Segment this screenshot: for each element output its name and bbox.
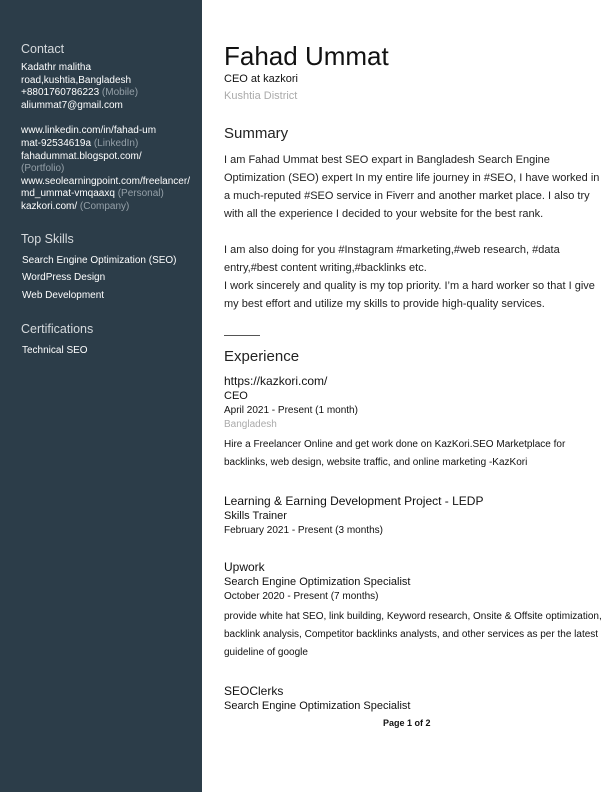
job-location: Bangladesh: [224, 419, 277, 430]
summary-paragraph: I work sincerely and quality is my top priority. I’m a hard worker so that I give my best effort and utilize my skills to provide high-quality services.: [224, 280, 595, 310]
experience-item: [224, 374, 602, 472]
job-dates: October 2020 - Present (7 months): [224, 591, 379, 602]
experience-item: [224, 494, 602, 538]
skill-item: Search Engine Optimization (SEO): [22, 254, 177, 266]
certifications-heading: Certifications: [21, 322, 94, 337]
link-url[interactable]: fahadummat.blogspot.com/: [21, 150, 142, 162]
contact-heading: Contact: [21, 42, 65, 56]
job-title: Skills Trainer: [224, 510, 287, 522]
experience-item: [224, 560, 602, 662]
skill-item: Web Development: [22, 289, 105, 301]
link-url[interactable]: www.seolearningpoint.com/freelancer/md_ummat-vmqaaxq: [21, 175, 190, 200]
link-url[interactable]: kazkori.com/: [21, 200, 78, 212]
company-link[interactable]: [21, 201, 194, 214]
skill-item: WordPress Design: [22, 272, 106, 284]
job-description: Hire a Freelancer Online and get work done on KazKori.SEO Marketplace for backlinks, web design, website traffic, and online marketing -KazKori: [224, 439, 566, 468]
page-number: Page 1 of 2: [383, 718, 431, 728]
job-dates: April 2021 - Present (1 month): [224, 405, 358, 416]
summary-paragraph: I am also doing for you #Instagram #marketing,#web research, #data entry,#best content writing,#backlinks etc.: [224, 244, 560, 274]
main-content: [224, 41, 602, 739]
location: Kushtia District: [224, 90, 298, 102]
link-label: (LinkedIn): [93, 137, 139, 149]
company-name: SEOClerks: [224, 684, 284, 698]
experience-heading: Experience: [224, 348, 300, 365]
personal-link[interactable]: [21, 176, 191, 201]
cert-item: Technical SEO: [22, 345, 88, 357]
job-title: CEO: [224, 390, 248, 402]
company-name: Upwork: [224, 560, 265, 574]
summary-paragraph: I am Fahad Ummat best SEO expart in Bangladesh Search Engine Optimization (SEO) expert In my entire life journey in #SEO, I have worked in a much-reputed #SEO service in Fiverr and another market place. I also try with all the experience I decided to your website for the best rank.: [224, 154, 600, 220]
skills-heading: Top Skills: [21, 231, 74, 246]
phone-label: (Mobile): [101, 87, 139, 99]
link-label: (Company): [79, 200, 130, 212]
divider: [224, 335, 260, 336]
job-dates: February 2021 - Present (3 months): [224, 525, 383, 536]
sidebar: [0, 0, 202, 792]
summary-heading: Summary: [224, 125, 289, 142]
linkedin-link[interactable]: [21, 125, 161, 150]
job-description: provide white hat SEO, link building, Keyword research, Onsite & Offsite optimization, backlink analysis, Competitor backlinks analysts, and other services as per the latest guideline of google: [224, 611, 602, 658]
job-title: Search Engine Optimization Specialist: [224, 700, 411, 712]
portfolio-link[interactable]: [21, 151, 161, 176]
company-name: Learning & Earning Development Project - LEDP: [224, 494, 484, 508]
address: Kadathr malitha road,kushtia,Bangladesh: [21, 62, 132, 86]
experience-item: [224, 684, 602, 714]
headline: CEO at kazkori: [224, 73, 298, 85]
phone-number: +8801760786223: [21, 87, 100, 99]
link-label: (Portfolio): [21, 163, 65, 175]
link-label: (Personal): [117, 188, 164, 200]
link-url[interactable]: www.linkedin.com/in/fahad-ummat-92534619a: [21, 125, 157, 149]
company-name: https://kazkori.com/: [224, 374, 328, 388]
email[interactable]: aliummat7@gmail.com: [21, 99, 123, 111]
job-title: Search Engine Optimization Specialist: [224, 576, 411, 588]
phone: [21, 87, 194, 100]
profile-name: Fahad Ummat: [224, 41, 389, 71]
